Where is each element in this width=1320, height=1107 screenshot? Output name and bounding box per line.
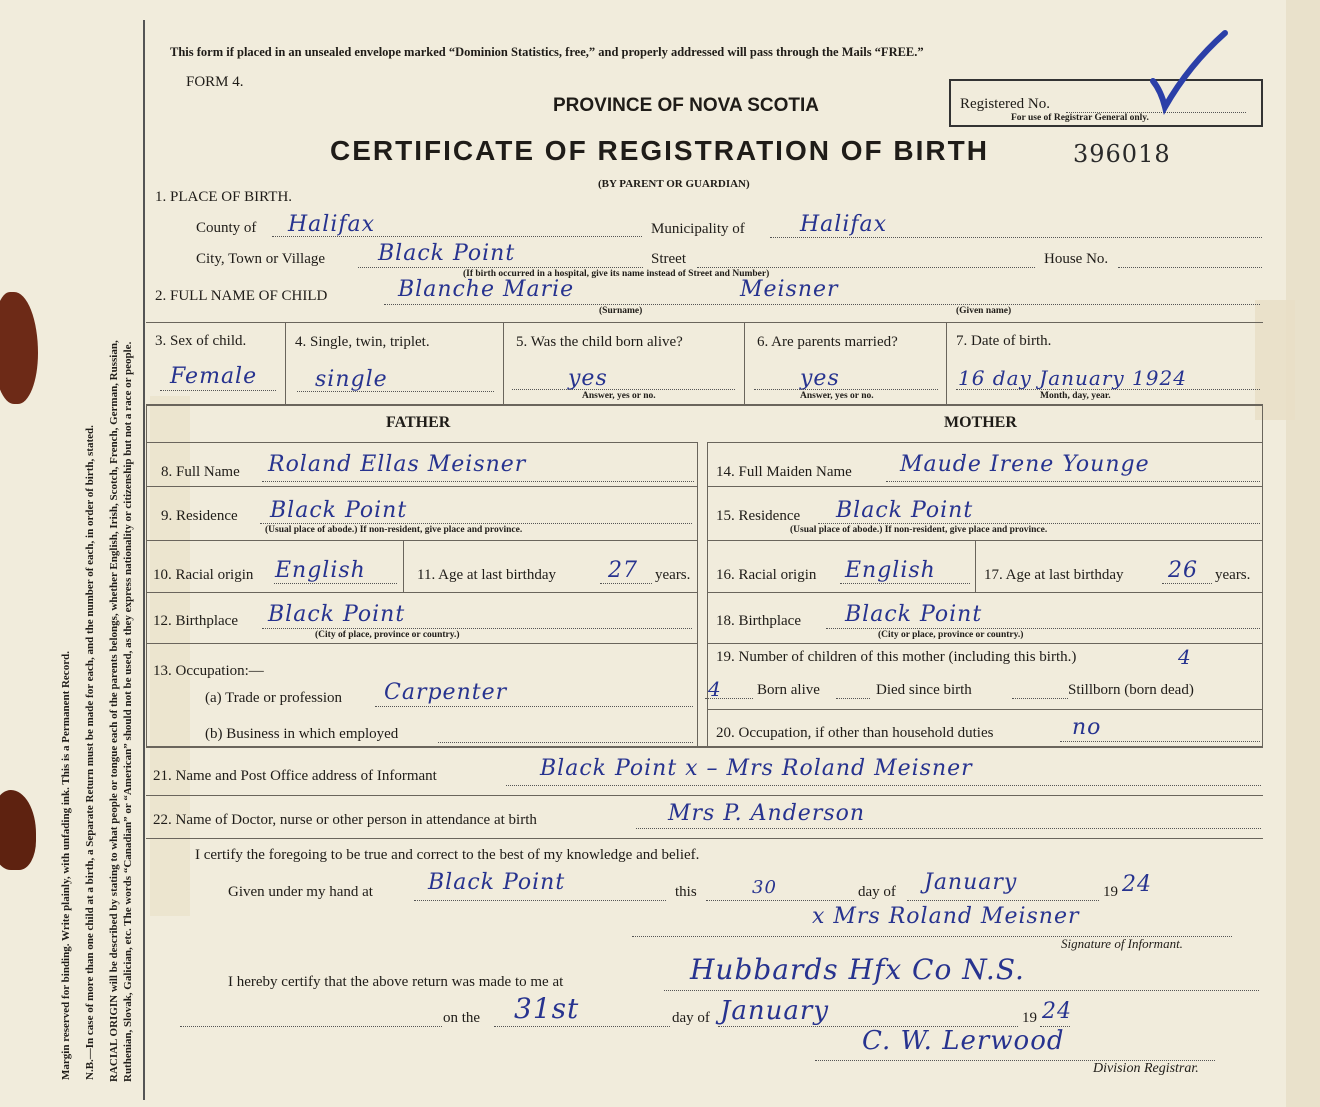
mother-racial: English	[845, 558, 936, 583]
father-left-border	[146, 406, 147, 746]
father-years-label: years.	[655, 567, 691, 583]
city-line	[358, 267, 643, 268]
mother-occupation: no	[1072, 715, 1102, 740]
father-row-line-3	[146, 592, 698, 593]
mother-residence-note: (Usual place of abode.) If non-resident, give place and province.	[790, 525, 1048, 535]
mother-row-line-1	[707, 486, 1263, 487]
registrar-month: January	[720, 996, 830, 1026]
child-given-names: Blanche Marie	[398, 277, 575, 302]
margin-note: Margin reserved for binding. Write plainly, with unfading ink. This is a Permanent Record.	[60, 651, 72, 1080]
registrar-signature: C. W. Lerwood	[862, 1026, 1065, 1056]
father-residence: Black Point	[270, 498, 408, 523]
father-heading: FATHER	[386, 414, 451, 431]
mother-occupation-label: 20. Occupation, if other than household duties	[716, 725, 994, 741]
row3-top-line	[146, 322, 1263, 323]
father-trade-label: (a) Trade or profession	[205, 690, 343, 706]
father-age: 27	[608, 558, 638, 583]
street-label: Street	[651, 251, 686, 267]
tape-mark-right	[1255, 300, 1295, 420]
registered-note: For use of Registrar General only.	[1011, 113, 1149, 123]
father-residence-line	[260, 523, 692, 524]
mother-birthplace-line	[826, 628, 1260, 629]
father-birthplace-line	[262, 628, 692, 629]
divider-6-7	[946, 323, 947, 404]
registered-label: Registered No.	[960, 96, 1050, 112]
mother-age-divider	[975, 541, 976, 592]
county-label: County of	[196, 220, 257, 236]
certify-place-line	[414, 900, 666, 901]
stillborn-label: Stillborn (born dead)	[1068, 682, 1194, 698]
registrar-day-line	[494, 1026, 670, 1027]
father-row-line-1	[146, 486, 698, 487]
father-name: Roland Ellas Meisner	[268, 452, 527, 477]
mother-years-label: years.	[1215, 567, 1251, 583]
informant-line	[506, 785, 1261, 786]
mother-racial-line	[840, 583, 970, 584]
registrar-signature-label: Division Registrar.	[1093, 1061, 1199, 1076]
divider-4-5	[503, 323, 504, 404]
sex-line	[160, 390, 276, 391]
father-age-label: 11. Age at last birthday	[417, 567, 556, 583]
father-residence-label: 9. Residence	[161, 508, 238, 524]
surname-note: (Surname)	[599, 306, 643, 316]
father-residence-note: (Usual place of abode.) If non-resident, give place and province.	[265, 525, 523, 535]
mother-born-alive-count: 4	[708, 677, 722, 701]
stillborn-line	[1012, 698, 1068, 699]
doctor-line	[636, 828, 1261, 829]
plurality-value: single	[315, 367, 388, 392]
plurality-label: 4. Single, twin, triplet.	[295, 334, 430, 350]
mother-birthplace: Black Point	[845, 602, 983, 627]
divider-5-6	[744, 323, 745, 404]
county-value: Halifax	[288, 212, 376, 237]
father-name-line	[262, 481, 694, 482]
certificate-title: CERTIFICATE OF REGISTRATION OF BIRTH	[330, 135, 989, 166]
child-name-line	[384, 304, 1260, 305]
father-age-divider	[403, 541, 404, 592]
mother-name-line	[886, 481, 1260, 482]
mother-birthplace-label: 18. Birthplace	[716, 613, 801, 629]
mother-row-line-3	[707, 592, 1263, 593]
mother-heading: MOTHER	[944, 414, 1017, 431]
registrar-statement: I hereby certify that the above return was made to me at	[228, 974, 564, 990]
dob-label: 7. Date of birth.	[956, 333, 1052, 349]
paper-edge-right	[1286, 0, 1320, 1107]
province-heading: PROVINCE OF NOVA SCOTIA	[553, 95, 820, 116]
alive-note: Answer, yes or no.	[582, 391, 656, 401]
father-heading-line	[146, 442, 698, 443]
father-name-label: 8. Full Name	[161, 464, 240, 480]
father-business-line	[438, 742, 693, 743]
informant-signature: x Mrs Roland Meisner	[812, 904, 1080, 929]
certify-month: January	[924, 870, 1018, 895]
form-number: FORM 4.	[186, 74, 244, 90]
registrar-year: 24	[1042, 999, 1072, 1024]
mother-children-label: 19. Number of children of this mother (including this birth.)	[716, 649, 1077, 665]
municipality-line	[770, 237, 1262, 238]
father-trade: Carpenter	[384, 680, 508, 705]
registrar-lead-line	[180, 1026, 442, 1027]
municipality-value: Halifax	[800, 212, 888, 237]
mother-name: Maude Irene Younge	[900, 452, 1150, 477]
registrar-place-line	[664, 990, 1259, 991]
mother-children: 4	[1178, 645, 1192, 669]
child-surname: Meisner	[740, 277, 839, 302]
certify-statement: I certify the foregoing to be true and correct to the best of my knowledge and belief.	[195, 847, 700, 863]
certificate-number: 396018	[1073, 140, 1171, 168]
check-mark-icon	[1145, 25, 1235, 115]
mother-residence: Black Point	[836, 498, 974, 523]
mother-occupation-line	[1060, 741, 1260, 742]
certify-year-prefix: 19	[1103, 884, 1118, 900]
row3-bottom-line	[146, 404, 1263, 406]
father-row-line-2	[146, 540, 698, 541]
registrar-year-prefix: 19	[1022, 1010, 1037, 1026]
nb-note: N.B.—In case of more than one child at a birth, a Separate Return must be made for each, and the number of each, in order of birth, stated.	[84, 425, 96, 1080]
dob-note: Month, day, year.	[1040, 391, 1111, 401]
informant-label: 21. Name and Post Office address of Informant	[153, 768, 437, 784]
father-row-line-4	[146, 643, 698, 644]
died-label: Died since birth	[876, 682, 972, 698]
father-business-label: (b) Business in which employed	[205, 726, 399, 742]
mail-note: This form if placed in an unsealed envelope marked “Dominion Statistics, free,” and properly addressed will pass through the Mails “FREE.”	[170, 45, 924, 59]
alive-line	[512, 389, 735, 390]
dob-line	[956, 389, 1260, 390]
child-name-label: 2. FULL NAME OF CHILD	[155, 288, 328, 304]
certify-day: 30	[752, 877, 777, 898]
father-trade-line	[375, 706, 693, 707]
margin-line	[143, 20, 145, 1100]
given-note: (Given name)	[956, 306, 1012, 316]
binding-stain-bottom	[0, 790, 36, 870]
house-label: House No.	[1044, 251, 1109, 267]
married-label: 6. Are parents married?	[757, 334, 898, 350]
mother-row-line-5	[707, 709, 1263, 710]
mother-row-line-4	[707, 643, 1263, 644]
father-racial-label: 10. Racial origin	[153, 567, 254, 583]
racial-note-1: RACIAL ORIGIN will be described by stating to what people or tongue each of the parents belongs, whether English, Irish, Scotch, French, German, Russian,	[108, 340, 120, 1082]
father-racial: English	[275, 558, 366, 583]
certify-month-line	[907, 900, 1099, 901]
married-value: yes	[800, 366, 840, 391]
doctor-bottom-line	[146, 838, 1263, 839]
certify-given-label: Given under my hand at	[228, 884, 373, 900]
born-alive-label: Born alive	[757, 682, 820, 698]
father-birthplace-label: 12. Birthplace	[153, 613, 238, 629]
dob-value: 16 day January 1924	[958, 366, 1187, 390]
city-value: Black Point	[378, 241, 516, 266]
alive-value: yes	[568, 366, 608, 391]
alive-label: 5. Was the child born alive?	[516, 334, 683, 350]
mother-age-label: 17. Age at last birthday	[984, 567, 1124, 583]
mother-residence-label: 15. Residence	[716, 508, 801, 524]
divider-3-4	[285, 323, 286, 404]
house-line	[1118, 267, 1262, 268]
informant-signature-label: Signature of Informant.	[1061, 936, 1183, 951]
mother-name-label: 14. Full Maiden Name	[716, 464, 852, 480]
father-racial-line	[274, 583, 397, 584]
mother-age: 26	[1168, 558, 1198, 583]
city-label: City, Town or Village	[196, 251, 326, 267]
binding-stain-top	[0, 292, 38, 404]
mother-residence-line	[818, 523, 1260, 524]
father-birthplace-note: (City of place, province or country.)	[315, 630, 460, 640]
parents-bottom-line	[146, 746, 1263, 748]
registrar-day: 31st	[514, 992, 580, 1025]
hospital-note: (If birth occurred in a hospital, give its name instead of Street and Number)	[463, 269, 770, 279]
certify-place: Black Point	[428, 870, 566, 895]
father-right-border	[697, 442, 698, 746]
registrar-place: Hubbards Hfx Co N.S.	[690, 953, 1025, 986]
father-occupation-label: 13. Occupation:—	[153, 663, 264, 679]
mother-row-line-2	[707, 540, 1263, 541]
married-note: Answer, yes or no.	[800, 391, 874, 401]
certify-day-line	[706, 900, 854, 901]
plurality-line	[297, 391, 494, 392]
registrar-day-of-label: day of	[672, 1010, 710, 1026]
born-alive-line	[705, 698, 753, 699]
father-age-line	[600, 583, 652, 584]
mother-heading-line	[707, 442, 1263, 443]
sex-label: 3. Sex of child.	[155, 333, 247, 349]
certificate-subtitle: (BY PARENT OR GUARDIAN)	[598, 178, 750, 190]
informant-value: Black Point x – Mrs Roland Meisner	[540, 756, 973, 781]
certify-year: 24	[1122, 872, 1152, 897]
doctor-value: Mrs P. Anderson	[668, 801, 866, 826]
certify-day-of-label: day of	[858, 884, 896, 900]
certify-this-label: this	[675, 884, 697, 900]
mother-birthplace-note: (City or place, province or country.)	[878, 630, 1024, 640]
doctor-label: 22. Name of Doctor, nurse or other person in attendance at birth	[153, 812, 537, 828]
mother-age-line	[1162, 583, 1212, 584]
died-line	[836, 698, 870, 699]
father-birthplace: Black Point	[268, 602, 406, 627]
street-line	[697, 267, 1035, 268]
registrar-on-label: on the	[443, 1010, 481, 1026]
mother-racial-label: 16. Racial origin	[716, 567, 817, 583]
mother-right-border	[1262, 406, 1263, 746]
racial-note-2: Ruthenian, Slovak, Galician, etc. The words “Canadian” or “American” should not be used, as they express nationality or citizenship but not a race or people.	[122, 341, 134, 1082]
married-line	[754, 389, 938, 390]
informant-bottom-line	[146, 795, 1263, 796]
sex-value: Female	[170, 364, 258, 389]
place-heading: 1. PLACE OF BIRTH.	[155, 189, 293, 205]
municipality-label: Municipality of	[651, 221, 745, 237]
